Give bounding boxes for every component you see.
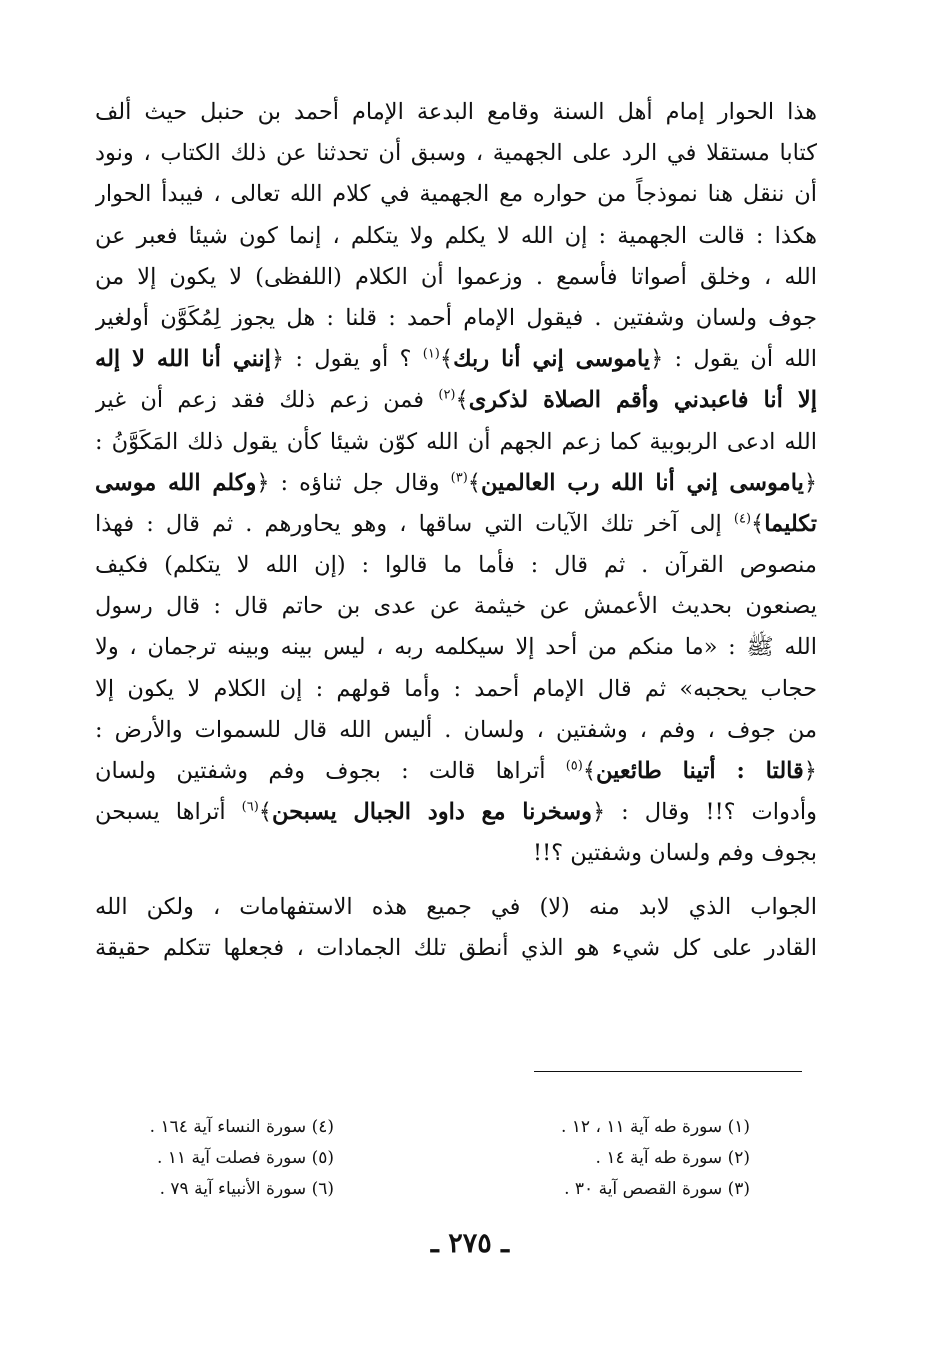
text-line: منصوص القرآن . ثم قال : فأما ما قالوا : (إن الله لا يتكلم) فكيف (95, 552, 817, 579)
quran-verse: إنني أنا الله لا إله (95, 346, 271, 373)
footnote-ref: (٢) (438, 387, 456, 403)
text-segment: ؟ أو يقول : ﴿ (270, 346, 423, 373)
text-segment: ﴾ (467, 469, 481, 496)
text-segment: فمن زعم ذلك فقد زعم أن غير (95, 387, 439, 414)
text-line: الجواب الذي لابد منه (لا) في جميع هذه الاستفهامات ، ولكن الله (95, 893, 817, 920)
page-number: ـ ٢٧٥ ـ (430, 1228, 510, 1259)
footnote: (٢) سورة طه آية ١٤ . (595, 1148, 750, 1168)
text-line: الله ﷺ : «ما منكم من أحد إلا سيكلمه ربه ، ليس بينه وبينه ترجمان ، ولا (95, 634, 817, 661)
footnote: (٦) سورة الأنبياء آية ٧٩ . (159, 1179, 334, 1199)
text-segment: ﴿ (803, 758, 817, 784)
text-line: حجاب يحجبه» ثم قال الإمام أحمد : وأما قولهم : إن الكلام لا يكون إلا (95, 675, 817, 702)
text-line: الله ادعى الربوبية كما زعم الجهم أن الله كوّن شيئا كأن يقول ذلك المَكَوَّنُ : (95, 428, 817, 455)
text-segment: ﴾ (258, 799, 272, 826)
text-segment: أتراها يسبحن (95, 799, 242, 826)
footnote-ref: (٣) (450, 470, 468, 486)
main-text (95, 92, 817, 969)
text-line: أن ننقل هنا نموذجاً من حواره مع الجهمية في كلام الله تعالى ، فيبدأ الحوار (95, 181, 817, 208)
footnote-divider (534, 1071, 802, 1072)
text-line: هكذا : قالت الجهمية : إن الله لا يكلم ولا يتكلم ، إنما كون شيئا فعبر عن (95, 222, 817, 249)
text-line (95, 504, 817, 545)
footnote-ref: (١) (422, 346, 440, 362)
quran-verse: إلا أنا فاعبدني وأقم الصلاة لذكرى (468, 387, 817, 414)
footnote: (٤) سورة النساء آية ١٦٤ . (149, 1117, 334, 1137)
text-line (95, 751, 817, 792)
text-segment: ﴾ (582, 758, 597, 784)
quran-verse: ياموسى إني أنا ربك (453, 346, 651, 373)
quran-verse: تكليما (764, 510, 817, 537)
text-segment: ﴾ (751, 510, 765, 537)
paragraph-gap (95, 875, 817, 887)
text-line (95, 339, 817, 380)
text-line: هذا الحوار إمام أهل السنة وقامع البدعة الإمام أحمد بن حنبل حيث ألف (95, 99, 817, 125)
text-line (95, 380, 817, 421)
text-segment: الله أن يقول : ﴿ (650, 346, 817, 373)
text-line: يصنعون بحديث الأعمش عن خيثمة عن عدى بن حاتم قال : قال رسول (95, 593, 817, 620)
text-segment: وأدوات ؟!! وقال : ﴿ (592, 799, 817, 826)
quran-verse: وكلم الله موسى (95, 469, 257, 496)
footnote: (٥) سورة فصلت آية ١١ . (156, 1148, 334, 1168)
text-segment: أتراها قالت : بجوف وفم وشفتين ولسان (95, 758, 566, 784)
footnote-ref: (٦) (241, 799, 259, 815)
text-segment: ﴾ (439, 346, 454, 373)
text-line: من جوف ، وفم ، وشفتين ، ولسان . أليس الله قال للسموات والأرض : (95, 716, 817, 743)
text-line: كتابا مستقلا في الرد على الجهمية ، وسبق أن تحدثنا عن ذلك الكتاب ، ونود (95, 140, 817, 167)
text-segment: ﴿ (803, 469, 817, 496)
text-line (95, 463, 817, 504)
text-line: الله ، وخلق أصواتا فأسمع . وزعموا أن الكلام (اللفظى) لا يكون إلا من (95, 263, 817, 290)
footnotes-right-column (450, 1112, 750, 1205)
text-segment: ﴾ (455, 387, 469, 414)
quran-verse: قالتا : أتينا طائعين (596, 758, 804, 784)
text-line: القادر على كل شيء هو الذي أنطق تلك الجمادات ، فجعلها تتكلم حقيقة (95, 934, 817, 961)
footnote-ref: (٥) (565, 758, 583, 774)
quran-verse: ياموسى إني أنا الله رب العالمين (480, 469, 804, 496)
text-segment: إلى آخر تلك الآيات التي ساقها ، وهو يحاورهم . ثم قال : فهذا (95, 510, 734, 537)
footnote-ref: (٤) (733, 511, 752, 527)
text-line: جوف ولسان وشفتين . فيقول الإمام أحمد : قلنا : هل يجوز لِمُكَوَّن أولغير (95, 304, 817, 331)
quran-verse: وسخرنا مع داود الجبال يسبحن (271, 799, 592, 826)
footnote: (٣) سورة القصص آية ٣٠ . (564, 1179, 750, 1199)
text-line: بجوف وفم ولسان وشفتين ؟!! (533, 840, 817, 867)
footnote: (١) سورة طه آية ١١ ، ١٢ . (560, 1117, 750, 1137)
footnotes-left-column (74, 1112, 334, 1205)
text-segment: وقال جل ثناؤه : ﴿ (256, 469, 451, 496)
text-line (95, 792, 817, 833)
